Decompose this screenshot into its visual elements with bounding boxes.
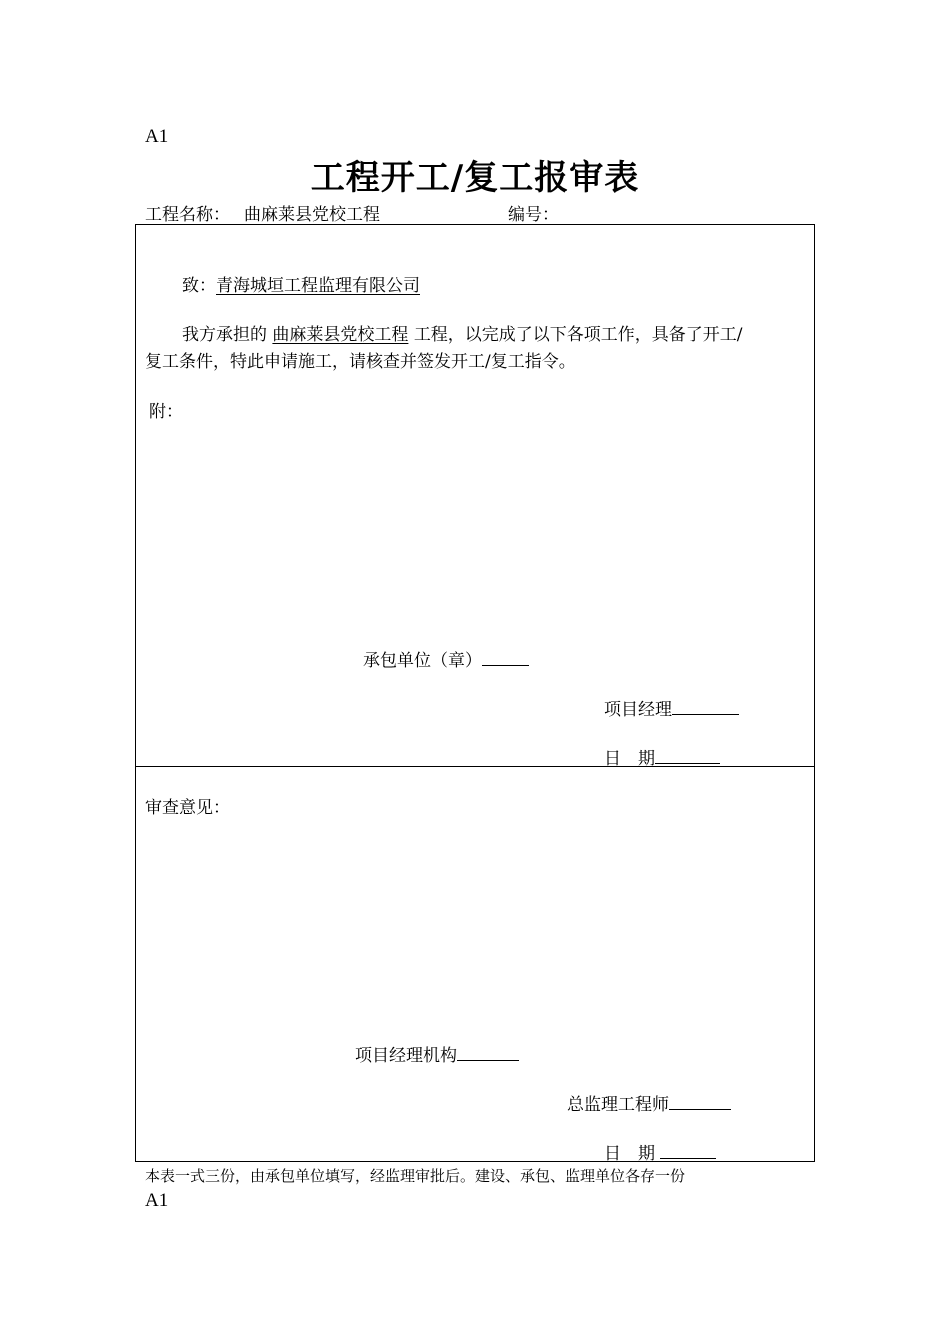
body-suffix: 工程，以完成了以下各项工作，具备了开工/ [413,325,743,345]
form-number-label: 编号： [508,205,559,225]
body-project-name: 曲麻莱县党校工程 [272,325,409,345]
project-name-value: 曲麻莱县党校工程 [244,205,380,225]
date-row-2 [604,1139,716,1164]
pm-org-label: 项目经理机构 [355,1046,457,1066]
date-blank-2[interactable] [660,1142,716,1159]
date-blank-1[interactable] [655,747,720,764]
review-section [135,766,815,1162]
form-title: 工程开工/复工报审表 [310,158,640,198]
form-code-bottom: A1 [145,1190,169,1211]
contractor-label: 承包单位（章） [363,651,482,671]
footer-note: 本表一式三份，由承包单位填写，经监理审批后。建设、承包、监理单位各存一份 [145,1167,686,1185]
application-section [135,224,815,767]
chief-supervisor-blank[interactable] [669,1093,731,1110]
attachment-label: 附： [149,402,183,422]
project-manager-row [604,695,739,720]
application-body-line2: 复工条件，特此申请施工，请核查并签发开工/复工指令。 [145,352,576,372]
addressee-value: 青海城垣工程监理有限公司 [216,276,420,296]
addressee-label: 致： [182,276,216,296]
date-label-1: 日 期 [604,749,655,769]
chief-supervisor-row [567,1090,731,1115]
pm-org-blank[interactable] [457,1044,519,1061]
application-body-line1 [182,320,743,345]
project-name-label: 工程名称： [145,205,230,225]
project-manager-blank[interactable] [672,698,739,715]
project-name-row [145,200,380,225]
contractor-signature-row [363,646,529,671]
review-opinion-label: 审查意见： [145,798,230,818]
date-label-2: 日 期 [604,1144,655,1164]
contractor-blank[interactable] [482,649,529,666]
project-manager-label: 项目经理 [604,700,672,720]
chief-supervisor-label: 总监理工程师 [567,1095,669,1115]
pm-org-row [355,1041,519,1066]
addressee-row [182,271,420,296]
body-prefix: 我方承担的 [182,325,267,345]
form-code-top: A1 [145,126,169,147]
